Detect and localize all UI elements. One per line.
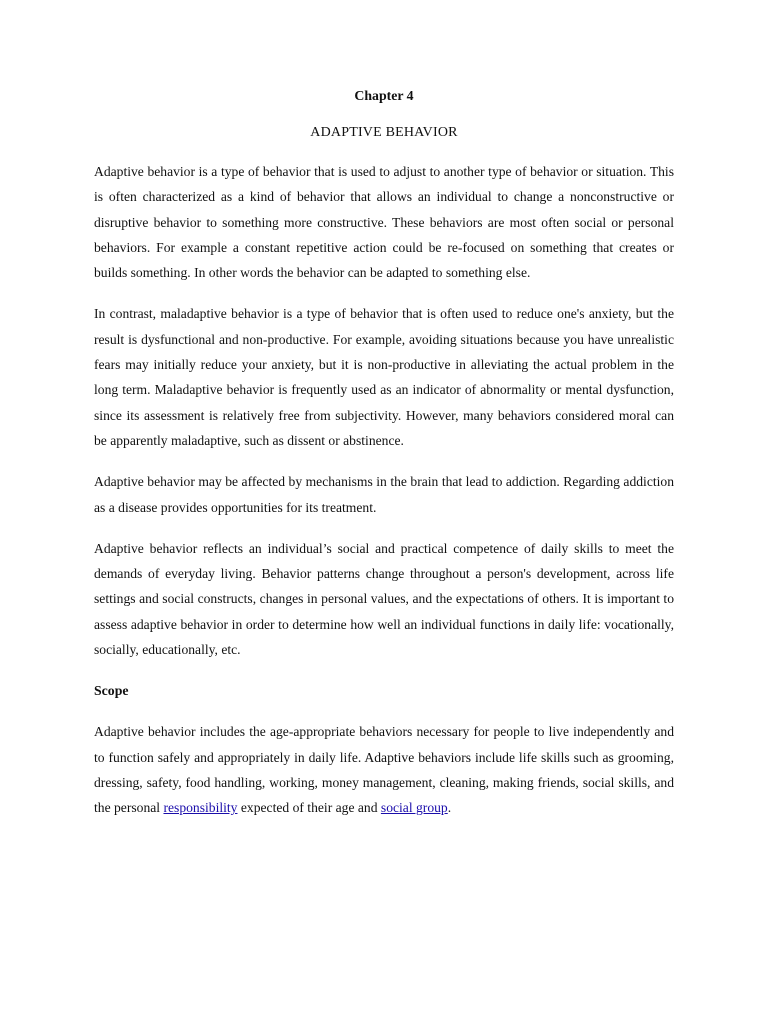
scope-text-end: . bbox=[447, 800, 452, 816]
scope-text-middle: expected of their age and bbox=[237, 800, 381, 816]
paragraph-maladaptive: In contrast, maladaptive behavior is a type of behavior that is often used to reduce one's anxiety, but the result is dysfunctional and non-productive. For example, avoiding situations because you have unrealistic fears may initially reduce your anxiety, but it is non-productive in alleviating the actual problem in the long term. Maladaptive behavior is frequently used as an indicator of abnormality or mental dysfunction, since its assessment is relatively free from subjectivity. However, many behaviors considered moral can be apparently maladaptive, such as dissent or abstinence. bbox=[94, 306, 674, 448]
paragraph-adaptive-definition: Adaptive behavior is a type of behavior that is used to adjust to another type of behavior or situation. This is often characterized as a kind of behavior that allows an individual to change a nonconstructive or disruptive behavior to something more constructive. These behaviors are most often social or personal behaviors. For example a constant repetitive action could be re-focused on something that creates or builds something. In other words the behavior can be adapted to something else. bbox=[94, 164, 674, 281]
section-heading-scope: Scope bbox=[94, 683, 129, 699]
paragraph-addiction: Adaptive behavior may be affected by mechanisms in the brain that lead to addiction. Regarding addiction as a disease provides opportunities for its treatment. bbox=[94, 474, 674, 515]
social-group-link[interactable]: social group bbox=[380, 800, 448, 816]
paragraph-competence: Adaptive behavior reflects an individual’s social and practical competence of daily skills to meet the demands of everyday living. Behavior patterns change throughout a person's development, across life settings and social constructs, changes in personal values, and the expectations of others. It is important to assess adaptive behavior in order to determine how well an individual functions in daily life: vocationally, socially, educationally, etc. bbox=[94, 540, 674, 658]
chapter-title: ADAPTIVE BEHAVIOR bbox=[310, 125, 458, 140]
responsibility-link[interactable]: responsibility bbox=[163, 800, 238, 816]
scope-text-start: Adaptive behavior includes the age-appropriate behaviors necessary for people to live independently and to function safely and appropriately in daily life. Adaptive behaviors include life skills such as grooming, dressing, safety, food handling, working, money management, cleaning, making friends, social skills, and the personal bbox=[94, 724, 674, 816]
chapter-number: Chapter 4 bbox=[354, 88, 414, 103]
paragraph-scope bbox=[94, 719, 674, 820]
